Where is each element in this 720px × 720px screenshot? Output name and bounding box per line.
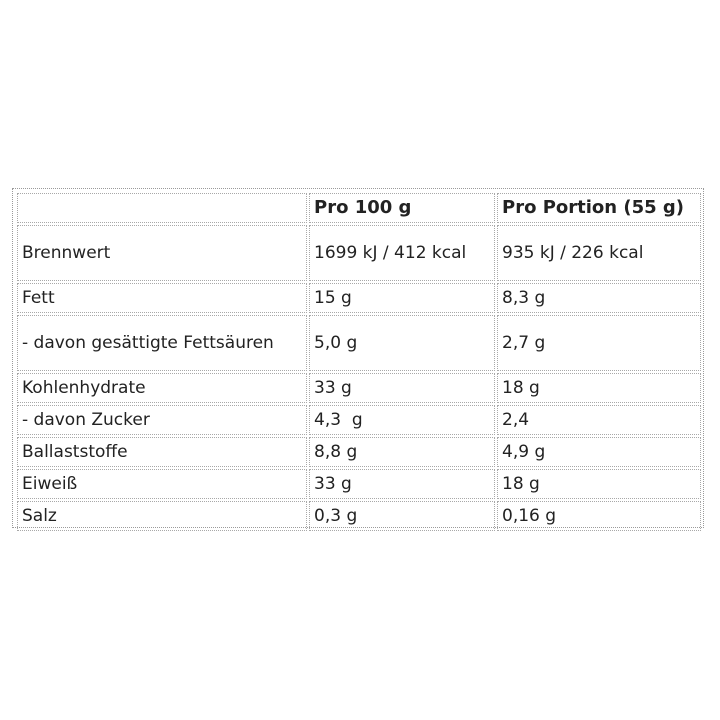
row-per-100g: 33 g [309,469,495,499]
row-per-100g: 1699 kJ / 412 kcal [309,225,495,281]
row-per-portion: 18 g [497,373,701,403]
row-per-100g: 4,3 g [309,405,495,435]
row-label: Kohlenhydrate [17,373,307,403]
row-per-100g: 33 g [309,373,495,403]
row-label: - davon Zucker [17,405,307,435]
table-row [17,225,701,281]
table-row [17,437,701,467]
table-row [17,405,701,435]
row-label: Eiweiß [17,469,307,499]
row-per-portion: 8,3 g [497,283,701,313]
row-per-portion: 18 g [497,469,701,499]
row-label: - davon gesättigte Fettsäuren [17,315,307,371]
table-row [17,315,701,371]
header-per-portion: Pro Portion (55 g) [497,193,701,223]
row-label: Fett [17,283,307,313]
row-per-portion: 0,16 g [497,501,701,531]
row-label: Brennwert [17,225,307,281]
row-label: Salz [17,501,307,531]
row-per-portion: 4,9 g [497,437,701,467]
table-row [17,501,701,531]
nutrition-table [15,191,703,533]
row-per-portion: 2,4 [497,405,701,435]
table-row [17,469,701,499]
table-header-row [17,193,701,223]
row-per-100g: 5,0 g [309,315,495,371]
row-per-100g: 15 g [309,283,495,313]
table-row [17,283,701,313]
nutrition-table-container [12,188,704,528]
header-per-100g: Pro 100 g [309,193,495,223]
table-row [17,373,701,403]
row-label: Ballaststoffe [17,437,307,467]
header-empty [17,193,307,223]
row-per-100g: 0,3 g [309,501,495,531]
row-per-100g: 8,8 g [309,437,495,467]
row-per-portion: 2,7 g [497,315,701,371]
row-per-portion: 935 kJ / 226 kcal [497,225,701,281]
